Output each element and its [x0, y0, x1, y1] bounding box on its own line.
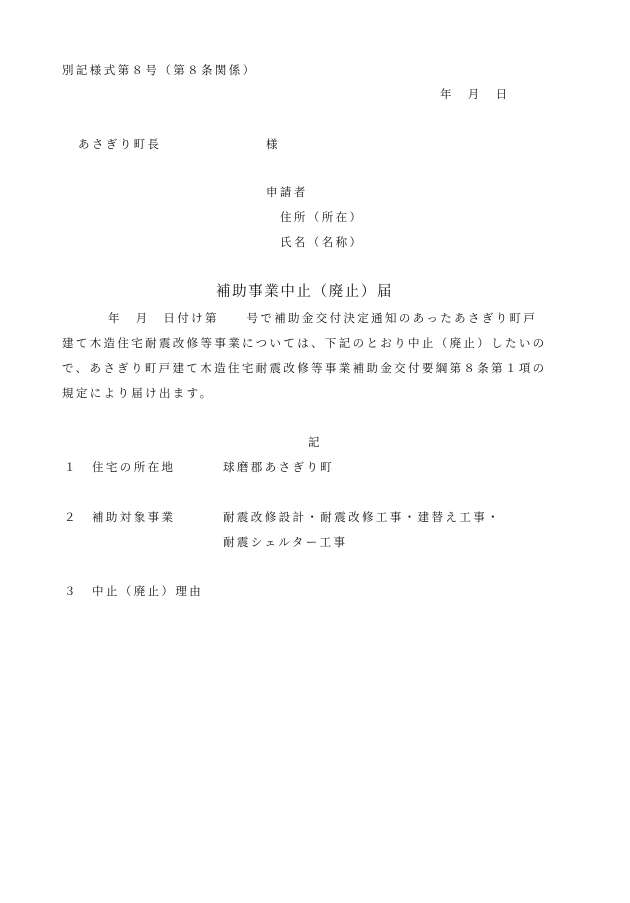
item-2-number: ２: [64, 510, 78, 524]
body-line-4: 規定により届け出ます。: [62, 386, 214, 400]
item-2-value-line-2: 耐震シェルター工事: [223, 535, 348, 549]
addressee-name: あさぎり町長: [78, 137, 162, 151]
applicant-address-label: 住所（所在）: [280, 210, 364, 224]
applicant-heading: 申請者: [266, 185, 308, 199]
item-1-value: 球磨郡あさぎり町: [223, 460, 335, 474]
ki-heading: 記: [308, 435, 322, 449]
date-line: 年 月 日: [440, 87, 510, 101]
body-line-2: 建て木造住宅耐震改修等事業については、下記のとおり中止（廃止）したいの: [62, 336, 547, 350]
body-line-1: 年 月 日付け第 号で補助金交付決定通知のあったあさぎり町戸: [108, 311, 538, 325]
form-label: 別記様式第８号（第８条関係）: [62, 63, 257, 77]
addressee-honorific: 様: [266, 137, 280, 151]
item-2-value-line-1: 耐震改修設計・耐震改修工事・建替え工事・: [223, 510, 501, 524]
item-3-number: ３: [64, 584, 78, 598]
applicant-name-label: 氏名（名称）: [280, 235, 364, 249]
item-1-label: 住宅の所在地: [92, 460, 176, 474]
item-2-label: 補助対象事業: [92, 510, 176, 524]
item-3-label: 中止（廃止）理由: [92, 584, 204, 598]
body-line-3: で、あさぎり町戸建て木造住宅耐震改修等事業補助金交付要綱第８条第１項の: [62, 361, 547, 375]
document-title: 補助事業中止（廃止）届: [216, 284, 394, 300]
item-1-number: １: [64, 460, 78, 474]
